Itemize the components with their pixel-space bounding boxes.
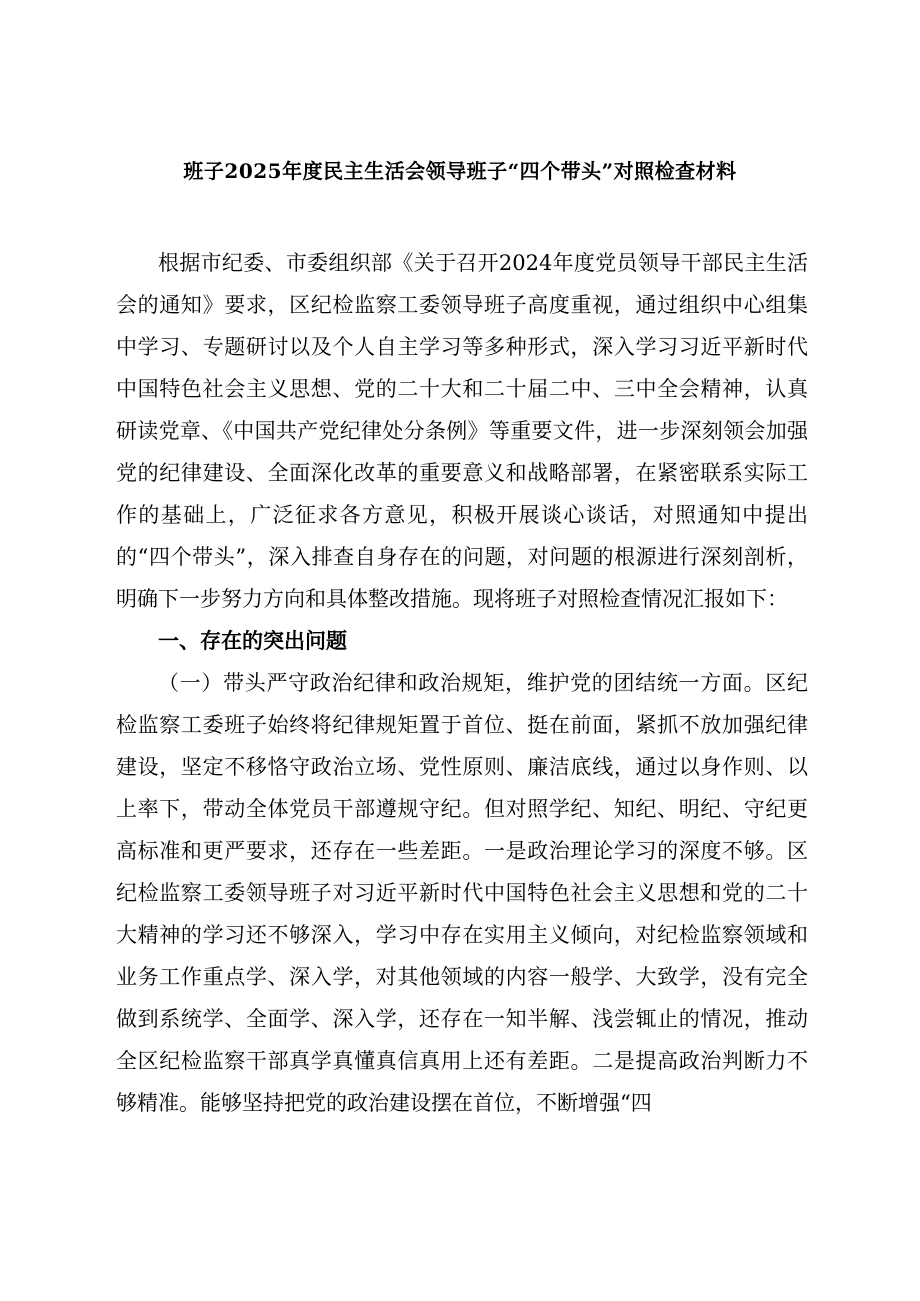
intro-paragraph: 根据市纪委、市委组织部《关于召开2024年度党员领导干部民主生活会的通知》要求，区纪检监察工委领导班子高度重视，通过组织中心组集中学习、专题研讨以及个人自主学习等多种形式，深入学习习近平新时代中国特色社会主义思想、党的二十大和二十届二中、三中全会精神，认真研读党章、《中国共产党纪律处分条例》等重要文件，进一步深刻领会加强党的纪律建设、全面深化改革的重要意义和战略部署，在紧密联系实际工作的基础上，广泛征求各方意见，积极开展谈心谈话，对照通知中提出的“四个带头”，深入排查自身存在的问题，对问题的根源进行深刻剖析，明确下一步努力方向和具体整改措施。现将班子对照检查情况汇报如下： (116, 251, 808, 611)
section-paragraph-political-discipline: （一）带头严守政治纪律和政治规矩，维护党的团结统一方面。区纪检监察工委班子始终将纪律规矩置于首位、挺在前面，紧抓不放加强纪律建设，坚定不移恪守政治立场、党性原则、廉洁底线，通过以身作则、以上率下，带动全体党员干部遵规守纪。但对照学纪、知纪、明纪、守纪更高标准和更严要求，还存在一些差距。一是政治理论学习的深度不够。区纪检监察工委领导班子对习近平新时代中国特色社会主义思想和党的二十大精神的学习还不够深入，学习中存在实用主义倾向，对纪检监察领域和业务工作重点学、深入学，对其他领域的内容一般学、大致学，没有完全做到系统学、全面学、深入学，还存在一知半解、浅尝辄止的情况，推动全区纪检监察干部真学真懂真信真用上还有差距。二是提高政治判断力不够精准。能够坚持把党的政治建设摆在首位，不断增强“四 (116, 671, 808, 1115)
document-title: 班子2025年度民主生活会领导班子“四个带头”对照检查材料 (183, 159, 737, 183)
section-heading-problems: 一、存在的突出问题 (158, 628, 347, 653)
document-body (116, 242, 808, 1124)
